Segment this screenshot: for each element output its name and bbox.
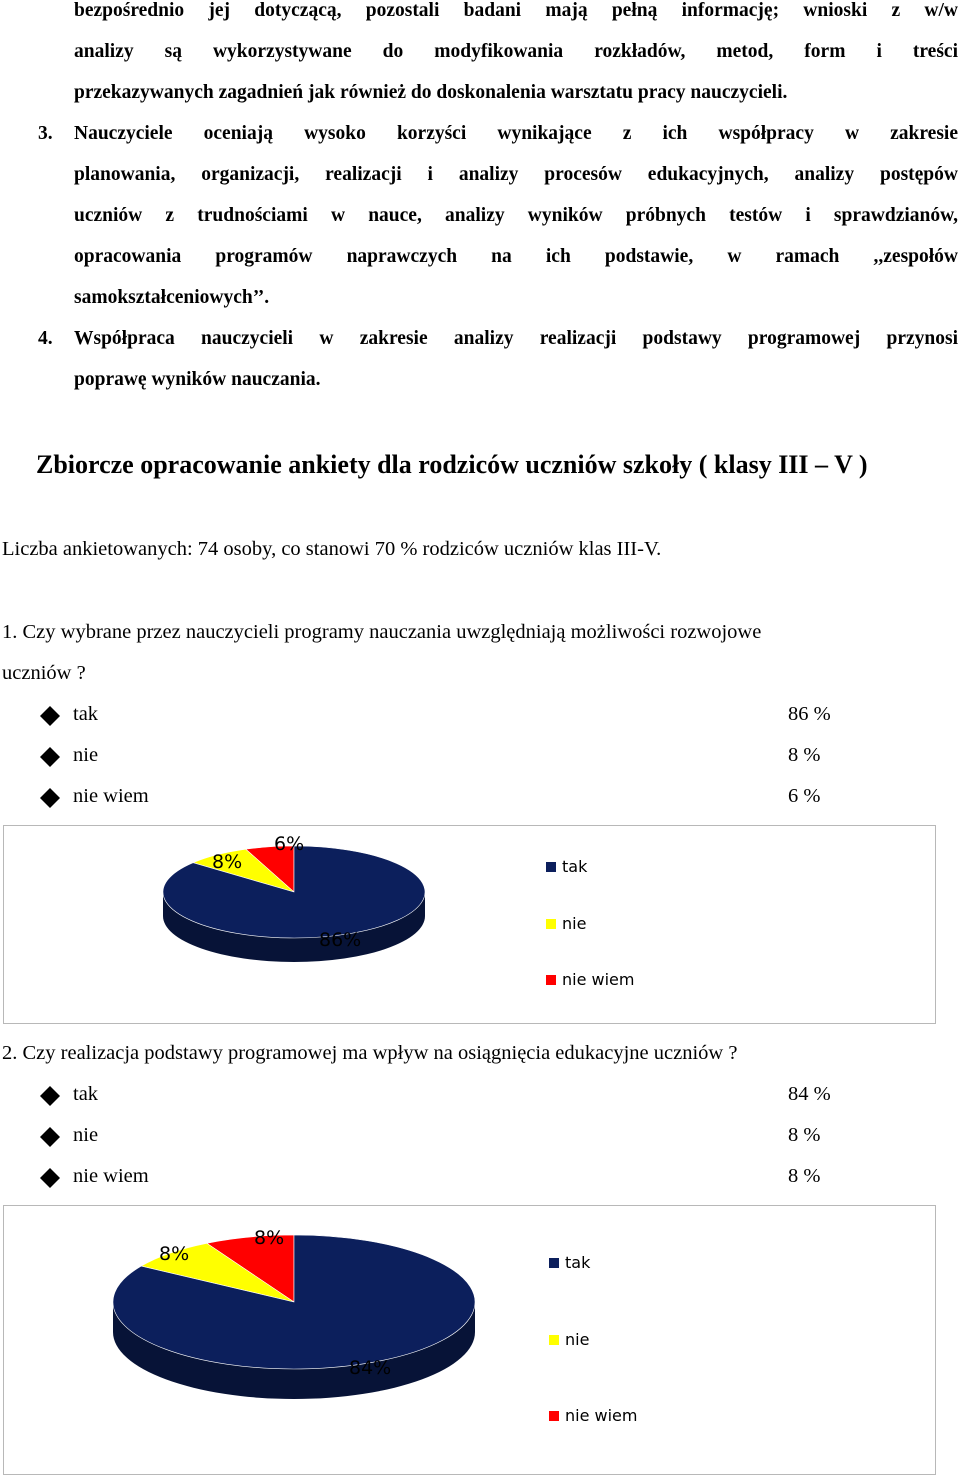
pie-chart-2-svg — [4, 1206, 935, 1474]
question-2-text: 2. Czy realizacja podstawy programowej ma wpływ na osiągnięcia edukacyjne uczniów ? — [2, 1042, 738, 1064]
diamond-bullet-icon — [40, 747, 60, 767]
respondents-info: Liczba ankietowanych: 74 osoby, co stanowi 70 % rodziców uczniów klas III-V. — [2, 538, 662, 560]
paragraph-line: uczniów z trudnościami w nauce, analizy wyników próbnych testów i sprawdzianów, — [74, 205, 958, 226]
answer-label: nie wiem — [73, 785, 149, 807]
legend-item-nie: nie — [546, 914, 586, 933]
paragraph-line: samokształceniowych’’. — [74, 287, 270, 308]
answer-percent: 8 % — [788, 744, 821, 766]
answer-label: nie — [73, 744, 99, 766]
answer-option — [40, 703, 840, 733]
diamond-bullet-icon — [40, 1086, 60, 1106]
paragraph-line: Współpraca nauczycieli w zakresie analizy realizacji podstawy programowej przynosi — [74, 328, 958, 349]
paragraph-line: Nauczyciele oceniają wysoko korzyści wynikające z ich współpracy w zakresie — [74, 123, 958, 144]
answer-label: tak — [73, 1083, 99, 1105]
question-1-text: 1. Czy wybrane przez nauczycieli programy nauczania uwzględniają możliwości rozwojowe — [2, 621, 762, 643]
answer-percent: 86 % — [788, 703, 831, 725]
data-label: 84% — [349, 1357, 392, 1379]
list-number: 4. — [38, 328, 53, 349]
data-label: 6% — [274, 833, 305, 855]
data-label: 8% — [254, 1227, 285, 1249]
paragraph-line: planowania, organizacji, realizacji i analizy procesów edukacyjnych, analizy postępów — [74, 164, 958, 185]
legend-item-nie-wiem: nie wiem — [549, 1406, 637, 1425]
pie-chart-1 — [3, 825, 936, 1024]
data-label: 86% — [319, 929, 362, 951]
answer-option — [40, 1165, 840, 1195]
pie-chart-1-svg — [4, 826, 935, 1023]
answer-percent: 84 % — [788, 1083, 831, 1105]
answer-option — [40, 1124, 840, 1154]
question-1-text: uczniów ? — [2, 662, 86, 684]
answer-label: tak — [73, 703, 99, 725]
pie-chart-2 — [3, 1205, 936, 1475]
answer-option — [40, 744, 840, 774]
diamond-bullet-icon — [40, 788, 60, 808]
legend-swatch — [549, 1335, 559, 1345]
legend-swatch — [546, 862, 556, 872]
data-label: 8% — [159, 1243, 190, 1265]
answer-option — [40, 785, 840, 815]
paragraph-line: opracowania programów naprawczych na ich podstawie, w ramach ,,zespołów — [74, 246, 958, 267]
data-label: 8% — [212, 851, 243, 873]
paragraph-line: poprawę wyników nauczania. — [74, 369, 321, 390]
answer-label: nie — [73, 1124, 99, 1146]
paragraph-line: analizy są wykorzystywane do modyfikowania rozkładów, metod, form i treści — [74, 41, 958, 62]
legend-swatch — [546, 919, 556, 929]
legend-swatch — [546, 975, 556, 985]
legend-swatch — [549, 1411, 559, 1421]
answer-label: nie wiem — [73, 1165, 149, 1187]
legend-item-nie: nie — [549, 1330, 589, 1349]
diamond-bullet-icon — [40, 1127, 60, 1147]
legend-swatch — [549, 1258, 559, 1268]
paragraph-line: przekazywanych zagadnień jak również do doskonalenia warsztatu pracy nauczycieli. — [74, 82, 788, 103]
legend-item-tak: tak — [549, 1253, 590, 1272]
answer-percent: 8 % — [788, 1165, 821, 1187]
legend-item-nie-wiem: nie wiem — [546, 970, 634, 989]
answer-percent: 8 % — [788, 1124, 821, 1146]
answer-option — [40, 1083, 840, 1113]
list-number: 3. — [38, 123, 53, 144]
answer-percent: 6 % — [788, 785, 821, 807]
legend-item-tak: tak — [546, 857, 587, 876]
diamond-bullet-icon — [40, 1168, 60, 1188]
section-heading: Zbiorcze opracowanie ankiety dla rodziców uczniów szkoły ( klasy III – V ) — [36, 450, 868, 479]
paragraph-line: bezpośrednio jej dotyczącą, pozostali badani mają pełną informację; wnioski z w/w — [74, 0, 958, 21]
diamond-bullet-icon — [40, 706, 60, 726]
